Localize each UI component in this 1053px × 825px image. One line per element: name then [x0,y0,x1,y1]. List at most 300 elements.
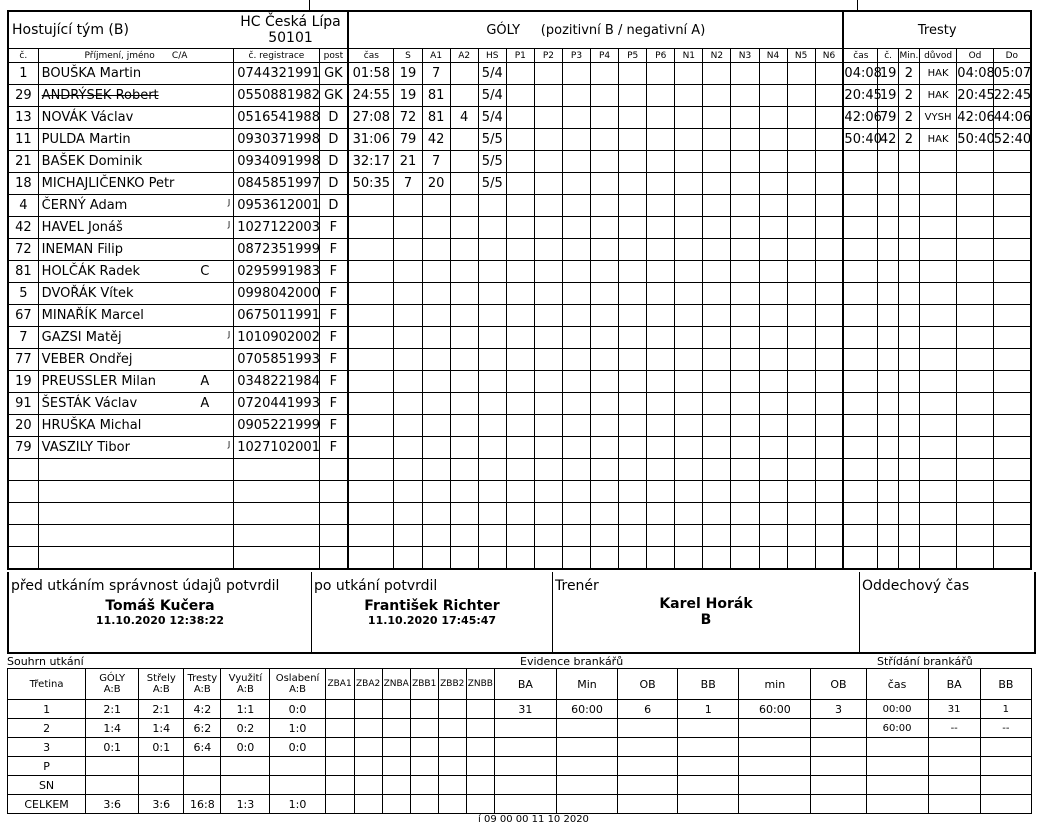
goal-on-ice-positive [619,503,647,525]
goal-on-ice-positive [562,173,590,195]
goalie-change-bb [980,776,1031,795]
goalie-change-bb: -- [980,719,1031,738]
player-row [8,437,1031,459]
goal-scorer [394,393,422,415]
goal-on-ice-positive [506,371,534,393]
penalty-player [878,195,899,217]
summary-zb [410,719,438,738]
goal-on-ice-negative [675,525,703,547]
penalty-time [843,371,877,393]
goal-assist1: 7 [422,63,450,85]
goal-on-ice-negative [675,173,703,195]
goal-on-ice-negative [815,217,843,239]
penalty-player [878,393,899,415]
penalty-from [957,525,993,547]
summary-pp: 1:1 [221,700,270,719]
penalty-reason [919,415,956,437]
goal-on-ice-positive [506,107,534,129]
goal-on-ice-negative [675,415,703,437]
sum-col-zba2: ZBA2 [354,669,382,700]
summary-zb [410,757,438,776]
player-name: PREUSSLER Milan [41,374,157,389]
penalty-reason [919,261,956,283]
penalty-minutes [899,525,920,547]
goal-on-ice-negative [759,371,787,393]
goal-on-ice-negative [815,129,843,151]
goal-assist1: 7 [422,151,450,173]
player-name-cell [38,63,234,85]
player-name-cell [38,459,234,481]
goal-on-ice-negative [731,261,759,283]
goal-time [348,239,394,261]
goal-on-ice-negative [787,151,815,173]
goal-time: 32:17 [348,151,394,173]
player-name-cell [38,393,234,415]
goal-assist2: 4 [450,107,478,129]
goal-assist1 [422,525,450,547]
goal-on-ice-positive [506,415,534,437]
goal-assist2 [450,239,478,261]
penalty-to [993,525,1031,547]
goal-assist1 [422,437,450,459]
player-position: GK [319,85,348,107]
goal-on-ice-negative [675,393,703,415]
goal-on-ice-negative [759,129,787,151]
player-name: ŠESTÁK Václav [41,396,138,411]
summary-pens: 16:8 [184,795,221,814]
summary-sh: 0:0 [270,700,325,719]
summary-zb [466,795,494,814]
summary-zb [382,700,410,719]
player-position [319,503,348,525]
penalty-player [878,525,899,547]
summary-goals: 1:4 [86,719,139,738]
goal-on-ice-positive [647,481,675,503]
summary-pens: 4:2 [184,700,221,719]
coach-label: Trenér [555,578,599,594]
summary-zb [325,700,354,719]
penalty-minutes [899,173,920,195]
goalie-evidence-title: Evidence brankářů [520,655,624,668]
goal-on-ice-negative [675,85,703,107]
goal-on-ice-negative [675,261,703,283]
summary-pens [184,757,221,776]
goalie-evidence-value: 1 [678,700,739,719]
goal-on-ice-positive [619,481,647,503]
goal-on-ice-negative [759,217,787,239]
ev-col-min2: min [739,669,811,700]
captain-role: A [200,374,210,389]
penalty-time [843,415,877,437]
player-registration: 0295991983 [234,261,319,283]
goalie-change-cas [866,738,928,757]
player-registration: 0953612001 [234,195,319,217]
player-number: 21 [8,151,38,173]
goal-strength [478,217,506,239]
goal-on-ice-negative [703,195,731,217]
summary-zb [438,719,466,738]
goalie-evidence-value [811,757,866,776]
col-p6: P6 [647,49,675,63]
goal-assist2 [450,481,478,503]
goal-assist2 [450,283,478,305]
goal-on-ice-negative [787,503,815,525]
player-name-cell [38,85,234,107]
penalty-minutes [899,547,920,570]
penalty-from: 20:45 [957,85,993,107]
goal-assist2 [450,195,478,217]
player-number [8,503,38,525]
goal-on-ice-positive [534,173,562,195]
summary-row [8,719,1032,738]
goal-assist1 [422,283,450,305]
penalty-player: 42 [878,129,899,151]
goal-on-ice-positive [647,239,675,261]
summary-period: P [8,757,86,776]
col-p3: P3 [562,49,590,63]
player-number: 67 [8,305,38,327]
ev-col-ba: BA [494,669,556,700]
column-header-row [8,49,1031,63]
timeout-label: Oddechový čas [862,578,970,594]
player-name-cell [38,305,234,327]
goalie-evidence-value [618,719,678,738]
player-name-cell [38,283,234,305]
penalty-to [993,459,1031,481]
player-name: DVOŘÁK Vítek [41,286,134,301]
goal-on-ice-negative [787,63,815,85]
goalie-evidence-value [739,795,811,814]
goal-on-ice-negative [787,437,815,459]
goal-on-ice-negative [731,459,759,481]
penalty-time: 04:08 [843,63,877,85]
sum-col-pp: Využití A:B [221,669,270,700]
goal-on-ice-negative [759,481,787,503]
goal-strength [478,239,506,261]
goal-on-ice-positive [591,283,619,305]
penalty-minutes [899,503,920,525]
summary-period: SN [8,776,86,795]
penalty-time [843,173,877,195]
goalie-evidence-value [739,719,811,738]
goal-on-ice-negative [703,63,731,85]
summary-header-row [8,669,1032,700]
summary-goals [86,776,139,795]
goalie-evidence-value [494,738,556,757]
col-name: Příjmení, jméno C/A [38,49,234,63]
goal-time [348,283,394,305]
goalie-change-cas [866,776,928,795]
sum-col-znbb: ZNBB [466,669,494,700]
goal-on-ice-positive [562,437,590,459]
player-registration: 0720441993 [234,393,319,415]
summary-zb [438,776,466,795]
goal-on-ice-negative [731,283,759,305]
penalty-minutes [899,437,920,459]
goal-assist1 [422,305,450,327]
penalty-player: 79 [878,107,899,129]
goal-scorer [394,305,422,327]
goal-time [348,371,394,393]
goal-assist2 [450,371,478,393]
goal-on-ice-negative [787,195,815,217]
player-name-cell [38,481,234,503]
penalty-to [993,261,1031,283]
player-name-cell [38,503,234,525]
goal-assist1: 42 [422,129,450,151]
goal-on-ice-negative [731,481,759,503]
goal-on-ice-positive [562,503,590,525]
goal-assist2 [450,547,478,570]
penalty-time [843,195,877,217]
player-number [8,459,38,481]
goalie-evidence-value [811,776,866,795]
goal-on-ice-positive [619,151,647,173]
goal-on-ice-positive [647,415,675,437]
goal-on-ice-positive [647,437,675,459]
goal-on-ice-positive [562,305,590,327]
goal-on-ice-positive [506,261,534,283]
goal-on-ice-positive [534,503,562,525]
goal-on-ice-positive [591,107,619,129]
player-row [8,195,1031,217]
goal-on-ice-positive [534,129,562,151]
penalty-minutes [899,349,920,371]
coach-team: B [700,612,712,628]
captain-role: A [200,396,210,411]
goalie-evidence-value [494,757,556,776]
summary-zb [325,795,354,814]
player-row [8,547,1031,570]
goalie-evidence-value [494,795,556,814]
goal-scorer [394,503,422,525]
goal-on-ice-negative [675,239,703,261]
penalty-from [957,151,993,173]
goal-on-ice-positive [534,547,562,570]
goal-strength [478,415,506,437]
penalty-reason [919,503,956,525]
penalty-from [957,327,993,349]
goal-on-ice-negative [759,173,787,195]
goal-on-ice-negative [787,459,815,481]
penalty-reason [919,195,956,217]
player-position [319,459,348,481]
goal-on-ice-positive [506,525,534,547]
summary-zb [325,776,354,795]
player-registration: 0998042000 [234,283,319,305]
player-number: 4 [8,195,38,217]
goal-scorer [394,415,422,437]
goal-on-ice-negative [759,283,787,305]
col-n4: N4 [759,49,787,63]
goal-on-ice-positive [619,63,647,85]
player-number [8,525,38,547]
penalty-player [878,305,899,327]
goal-scorer [394,349,422,371]
goal-on-ice-negative [759,503,787,525]
penalty-to: 52:40 [993,129,1031,151]
goal-scorer: 19 [394,85,422,107]
summary-zb [325,719,354,738]
confirm-before-date: 11.10.2020 12:38:22 [95,614,225,627]
summary-pp: 0:0 [221,738,270,757]
player-number: 29 [8,85,38,107]
player-position [319,481,348,503]
goal-on-ice-positive [562,283,590,305]
goal-scorer [394,525,422,547]
goal-on-ice-positive [534,239,562,261]
player-name-cell [38,107,234,129]
goal-on-ice-positive [619,415,647,437]
goal-on-ice-negative [759,85,787,107]
goal-on-ice-negative [759,437,787,459]
goal-on-ice-positive [647,261,675,283]
goal-assist2 [450,459,478,481]
goal-on-ice-negative [815,327,843,349]
summary-zb [410,700,438,719]
penalty-to [993,305,1031,327]
penalty-from: 50:40 [957,129,993,151]
col-cas: čas [348,49,394,63]
sum-col-shots: Střely A:B [139,669,184,700]
sum-col-period: Třetina [8,669,86,700]
summary-row [8,776,1032,795]
goal-on-ice-positive [534,481,562,503]
penalty-time [843,261,877,283]
player-row [8,393,1031,415]
penalty-minutes [899,327,920,349]
player-position: F [319,261,348,283]
goal-scorer [394,195,422,217]
player-number: 79 [8,437,38,459]
goal-on-ice-positive [591,239,619,261]
goal-on-ice-negative [759,415,787,437]
penalty-from [957,217,993,239]
goal-assist1 [422,393,450,415]
player-row [8,173,1031,195]
penalty-minutes [899,481,920,503]
summary-zb [382,738,410,757]
player-position: F [319,239,348,261]
goal-on-ice-negative [815,107,843,129]
roster-table [7,10,1032,570]
player-name-cell [38,415,234,437]
goal-strength [478,327,506,349]
penalty-player [878,173,899,195]
goal-strength [478,459,506,481]
goal-on-ice-negative [675,217,703,239]
goal-on-ice-positive [534,525,562,547]
goal-on-ice-negative [675,459,703,481]
goal-assist1 [422,239,450,261]
goal-on-ice-positive [562,393,590,415]
ev-col-ob: OB [618,669,678,700]
col-n6: N6 [815,49,843,63]
goal-assist1 [422,459,450,481]
col-no: č. [8,49,38,63]
summary-shots: 2:1 [139,700,184,719]
goal-on-ice-positive [506,283,534,305]
summary-shots [139,757,184,776]
goal-on-ice-negative [703,503,731,525]
summary-pens: 6:4 [184,738,221,757]
goal-assist1 [422,217,450,239]
goal-on-ice-positive [562,327,590,349]
summary-pens: 6:2 [184,719,221,738]
player-number: 18 [8,173,38,195]
goal-assist1 [422,415,450,437]
goal-on-ice-positive [562,481,590,503]
col-pen-reason: důvod [919,49,956,63]
penalty-minutes: 2 [899,129,920,151]
goalie-evidence-value [556,776,617,795]
goal-on-ice-negative [759,239,787,261]
penalty-from [957,239,993,261]
penalty-to: 05:07 [993,63,1031,85]
goal-scorer [394,327,422,349]
player-number: 77 [8,349,38,371]
player-row [8,239,1031,261]
goal-on-ice-negative [731,217,759,239]
penalty-player: 19 [878,85,899,107]
goal-on-ice-positive [591,151,619,173]
penalty-time [843,327,877,349]
goal-on-ice-positive [562,85,590,107]
player-registration: 0905221999 [234,415,319,437]
chg-col-ba: BA [928,669,980,700]
goal-assist2 [450,305,478,327]
goal-on-ice-positive [562,239,590,261]
goal-on-ice-negative [703,151,731,173]
goal-on-ice-positive [534,415,562,437]
junior-mark: J [227,440,231,449]
goal-on-ice-positive [619,107,647,129]
goal-on-ice-positive [647,217,675,239]
goal-on-ice-positive [506,173,534,195]
goal-strength: 5/5 [478,129,506,151]
summary-period: 2 [8,719,86,738]
goal-on-ice-negative [787,393,815,415]
goal-strength: 5/5 [478,151,506,173]
goal-time [348,261,394,283]
goal-on-ice-positive [534,437,562,459]
goal-on-ice-positive [619,283,647,305]
goalie-change-title: Střídání brankářů [877,655,973,668]
goal-on-ice-positive [647,371,675,393]
team-label: Hostující tým (B) [8,11,234,49]
goal-on-ice-positive [506,547,534,570]
penalty-time: 20:45 [843,85,877,107]
player-name-cell [38,525,234,547]
player-number: 91 [8,393,38,415]
junior-mark: J [227,220,231,229]
goalie-change-bb: 1 [980,700,1031,719]
penalty-minutes [899,393,920,415]
goal-on-ice-positive [647,327,675,349]
summary-zb [354,757,382,776]
goal-on-ice-negative [731,349,759,371]
goal-on-ice-negative [787,85,815,107]
goal-on-ice-negative [787,349,815,371]
coach-cell [553,572,860,652]
penalty-player [878,283,899,305]
summary-pp: 0:2 [221,719,270,738]
summary-shots: 3:6 [139,795,184,814]
goal-on-ice-negative [675,195,703,217]
goal-on-ice-positive [562,195,590,217]
goal-on-ice-positive [619,195,647,217]
penalty-to [993,239,1031,261]
